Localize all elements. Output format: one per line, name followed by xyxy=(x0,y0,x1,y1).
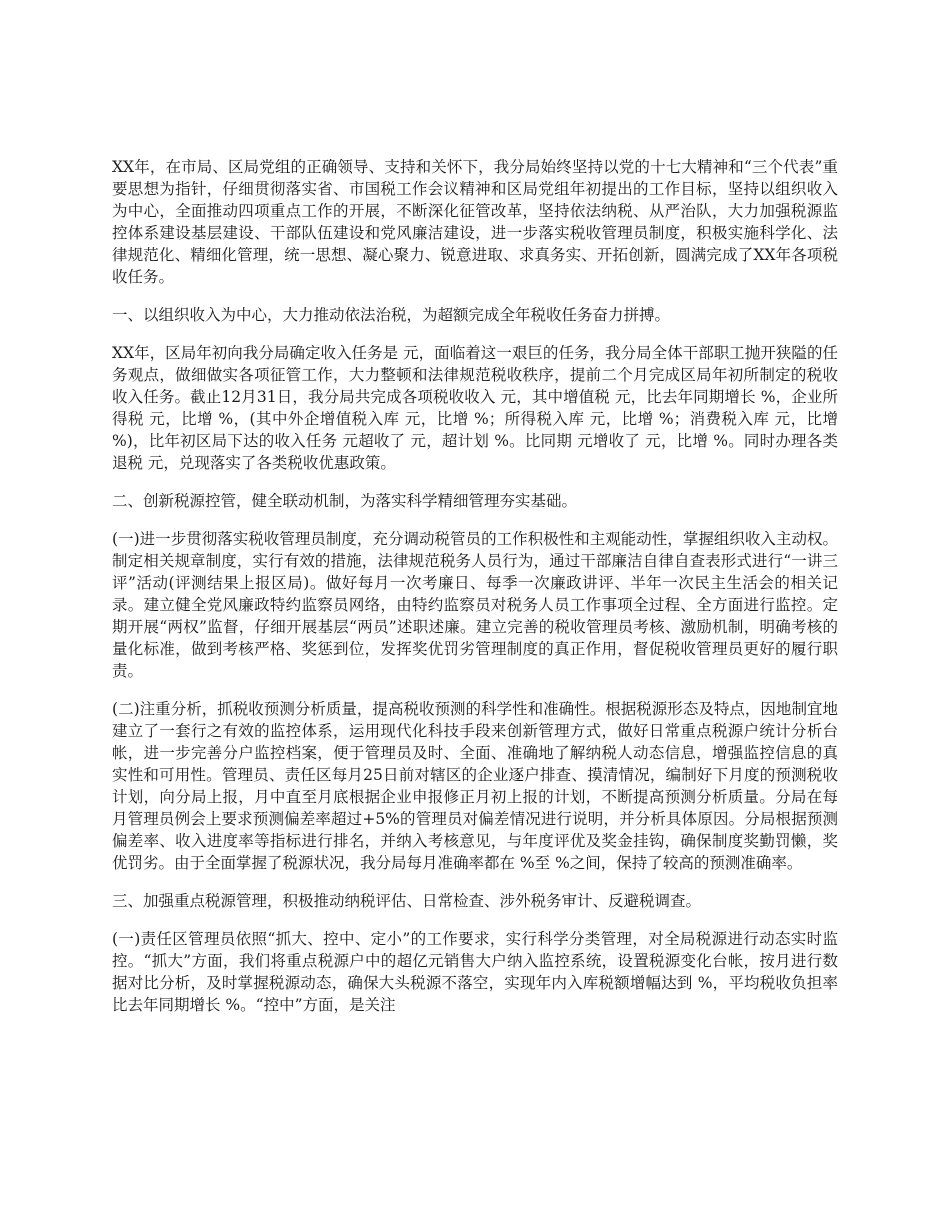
forecast-analysis-paragraph: (二)注重分析，抓税收预测分析质量，提高税收预测的科学性和准确性。根据税源形态及特点，因地制宜地建立了一套行之有效的监控体系，运用现代化科技手段来创新管理方式，做好日常重点税源户统计分析台帐，进一步完善分户监控档案，便于管理员及时、全面、准确地了解纳税人动态信息，增强监控信息的真实性和可用性。管理员、责任区每月25日前对辖区的企业逐户排查、摸清情况，编制好下月度的预测税收计划，向分局上报，月中直至月底根据企业申报修正月初上报的计划，不断提高预测分析质量。分局在每月管理员例会上要求预测偏差率超过+5%的管理员对偏差情况进行说明，并分析具体原因。分局根据预测偏差率、收入进度率等指标进行排名，并纳入考核意见，与年度评优及奖金挂钩，确保制度奖勤罚懒，奖优罚劣。由于全面掌握了税源状况，我分局每月准确率都在 %至 %之间，保持了较高的预测准确率。 xyxy=(112,700,838,872)
intro-paragraph: XX年，在市局、区局党组的正确领导、支持和关怀下，我分局始终坚持以党的十七大精神和“三个代表”重要思想为指针，仔细贯彻落实省、市国税工作会议精神和区局党组年初提出的工作目标，坚持以组织收入为中心，全面推动四项重点工作的开展，不断深化征管改革，坚持依法纳税、从严治队，大力加强税源监控体系建设基层建设、干部队伍建设和党风廉洁建设，进一步落实税收管理员制度，积极实施科学化、法律规范化、精细化管理，统一思想、凝心聚力、锐意进取、求真务实、开拓创新，圆满完成了XX年各项税收任务。 xyxy=(112,158,838,286)
key-source-paragraph: (一)责任区管理员依照“抓大、控中、定小”的工作要求，实行科学分类管理，对全局税源进行动态实时监控。“抓大”方面，我们将重点税源户中的超亿元销售大户纳入监控系统，设置税源变化台帐，按月进行数据对比分析，及时掌握税源动态，确保大头税源不落空，实现年内入库税额增幅达到 %，平均税收负担率比去年同期增长 %。“控中”方面，是关注 xyxy=(112,930,838,1014)
document-body xyxy=(112,156,838,1032)
section-heading-2: 二、创新税源控管，健全联动机制，为落实科学精细管理夯实基础。 xyxy=(112,492,578,510)
section-heading-1: 一、以组织收入为中心，大力推动依法治税，为超额完成全年税收任务奋力拼搏。 xyxy=(112,306,671,324)
revenue-paragraph: XX年，区局年初向我分局确定收入任务是 元，面临着这一艰巨的任务，我分局全体干部职工抛开狭隘的任务观点，做细做实各项征管工作，大力整顿和法律规范税收秩序，提前二个月完成区局年初所制定的税收收入任务。截止12月31日，我分局共完成各项税收收入 元，其中增值税 元，比去年同期增长 %，企业所得税 元，比增 %，(其中外企增值税入库 元，比增 %；所得税入库 元，比增 %；消费税入库 元，比增 %)，比年初区局下达的收入任务 元超收了 元，超计划 %。比同期 元增收了 元，比增 %。同时办理各类退税 元，兑现落实了各类税收优惠政策。 xyxy=(112,344,838,472)
tax-manager-paragraph: (一)进一步贯彻落实税收管理员制度，充分调动税管员的工作积极性和主观能动性，掌握组织收入主动权。制定相关规章制度，实行有效的措施，法律规范税务人员行为，通过干部廉洁自律自查表形式进行“一讲三评”活动(评测结果上报区局)。做好每月一次考廉日、每季一次廉政讲评、半年一次民主生活会的相关记录。建立健全党风廉政特约监察员网络，由特约监察员对税务人员工作事项全过程、全方面进行监控。定期开展“两权”监督，仔细开展基层“两员”述职述廉。建立完善的税收管理员考核、激励机制，明确考核的量化标准，做到考核严格、奖惩到位，发挥奖优罚劣管理制度的真正作用，督促税收管理员更好的履行职责。 xyxy=(112,530,838,680)
section-heading-3: 三、加强重点税源管理，积极推动纳税评估、日常检查、涉外税务审计、反避税调查。 xyxy=(112,892,702,910)
